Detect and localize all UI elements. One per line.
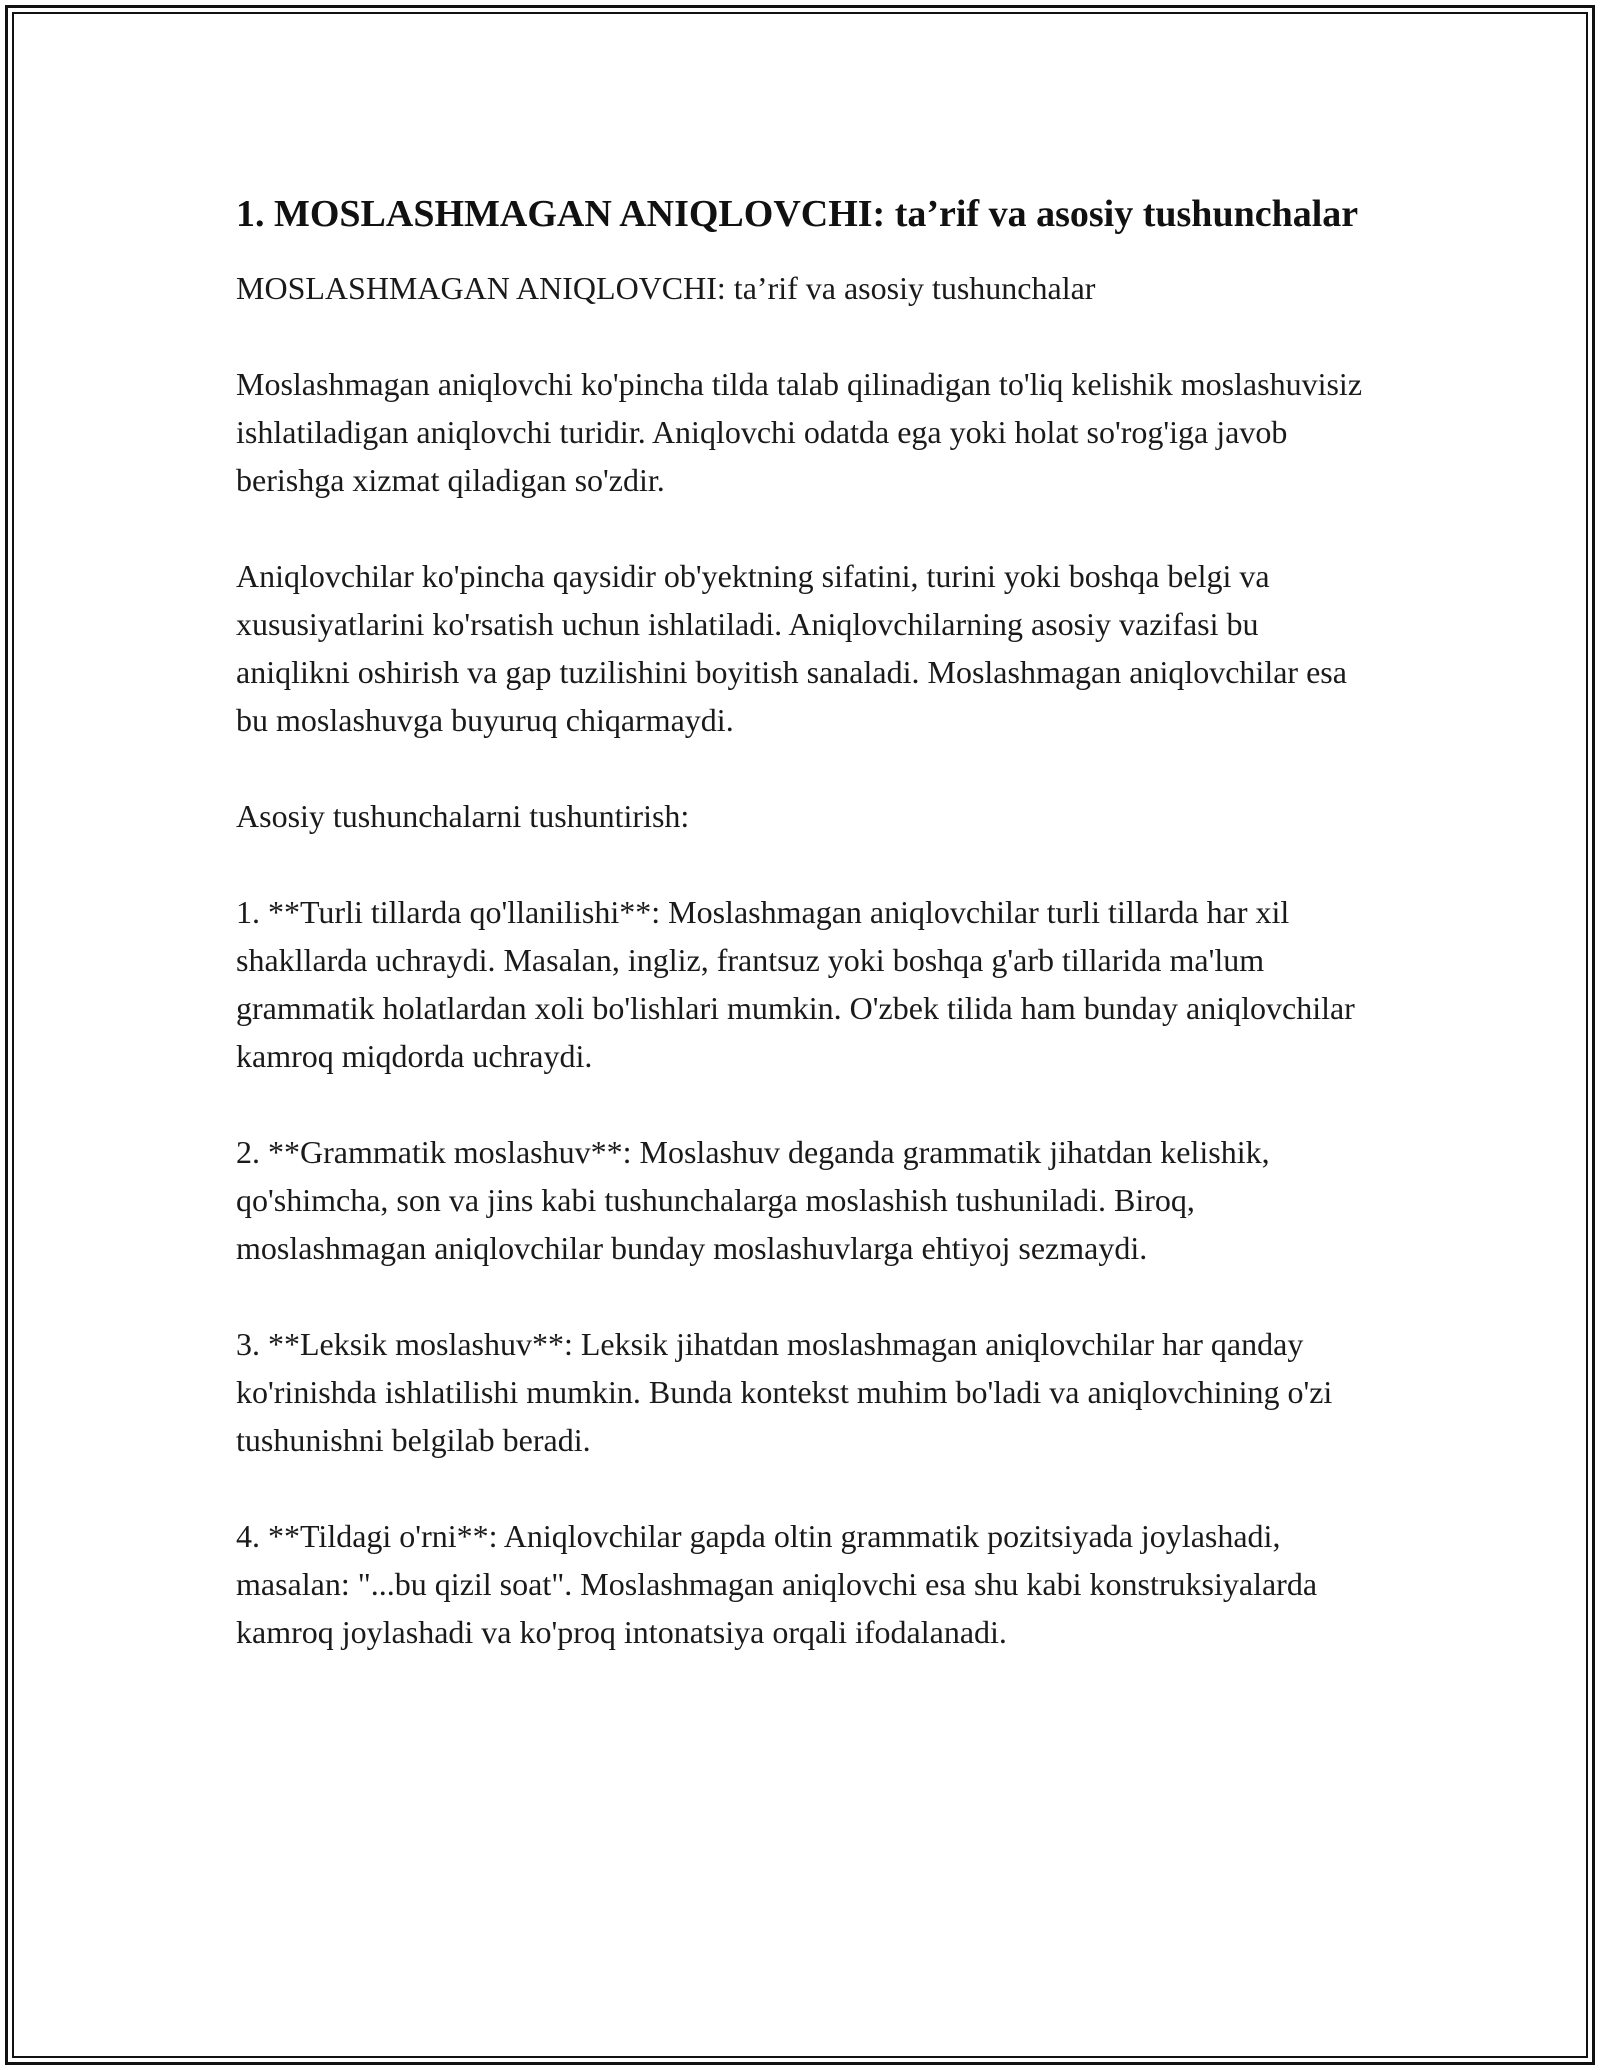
section-heading: 1. MOSLASHMAGAN ANIQLOVCHI: ta’rif va asosiy tushunchalar: [236, 193, 1359, 235]
list-item-usage-in-languages: 1. **Turli tillarda qo'llanilishi**: Moslashmagan aniqlovchilar turli tillarda har xil shakllarda uchraydi. Masalan, ingliz, frantsuz yoki boshqa g'arb tillarida ma'lum grammatik holatlardan xoli bo'lishlari mumkin. O'zbek tilida ham bunday aniqlovchilar kamroq miqdorda uchraydi.: [236, 894, 1355, 1074]
list-item-lexical-agreement: 3. **Leksik moslashuv**: Leksik jihatdan moslashmagan aniqlovchilar har qanday ko'rinishda ishlatilishi mumkin. Bunda kontekst muhim bo'ladi va aniqlovchining o'zi tushunishni belgilab beradi.: [236, 1326, 1333, 1458]
section-subtitle: MOSLASHMAGAN ANIQLOVCHI: ta’rif va asosiy tushunchalar: [236, 270, 1096, 306]
paragraph-concepts-intro: Asosiy tushunchalarni tushuntirish:: [236, 798, 690, 834]
list-item-role-in-language: 4. **Tildagi o'rni**: Aniqlovchilar gapda oltin grammatik pozitsiyada joylashadi, masalan: "...bu qizil soat". Moslashmagan aniqlovchi esa shu kabi konstruksiyalarda kamroq joylashadi va ko'proq intonatsiya orqali ifodalanadi.: [236, 1518, 1318, 1650]
paragraph-definition: Moslashmagan aniqlovchi ko'pincha tilda talab qilinadigan to'liq kelishik moslashuvisiz ishlatiladigan aniqlovchi turidir. Aniqlovchi odatda ega yoki holat so'rog'iga javob berishga xizmat qiladigan so'zdir.: [236, 366, 1363, 498]
paragraph-purpose: Aniqlovchilar ko'pincha qaysidir ob'yektning sifatini, turini yoki boshqa belgi va xususiyatlarini ko'rsatish uchun ishlatiladi. Aniqlovchilarning asosiy vazifasi bu aniqlikni oshirish va gap tuzilishini boyitish sanaladi. Moslashmagan aniqlovchilar esa bu moslashuvga buyuruq chiqarmaydi.: [236, 558, 1347, 738]
document-body: [236, 186, 1376, 1656]
list-item-grammatical-agreement: 2. **Grammatik moslashuv**: Moslashuv deganda grammatik jihatdan kelishik, qo'shimcha, son va jins kabi tushunchalarga moslashish tushuniladi. Biroq, moslashmagan aniqlovchilar bunday moslashuvlarga ehtiyoj sezmaydi.: [236, 1134, 1270, 1266]
